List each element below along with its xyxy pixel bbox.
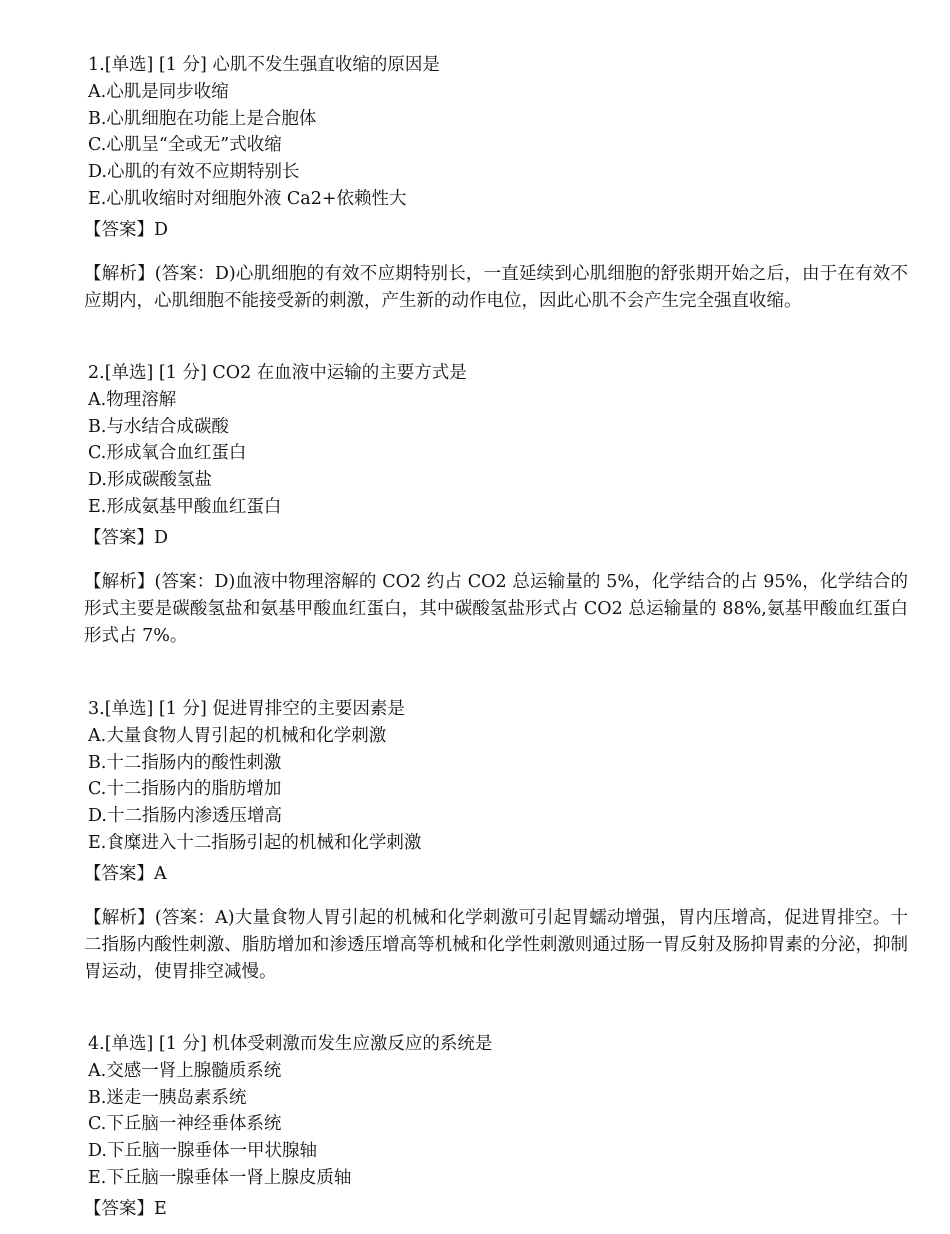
option-b: B.十二指肠内的酸性刺激	[88, 752, 282, 773]
answer-line: 【答案】A	[84, 863, 167, 884]
option-a: A.物理溶解	[88, 389, 177, 410]
analysis-paragraph: 【解析】(答案：D)心肌细胞的有效不应期特别长，一直延续到心肌细胞的舒张期开始之后，由于在有效不应期内，心肌细胞不能接受新的刺激，产生新的动作电位，因此心肌不会产生完全强直收缩。	[84, 263, 908, 311]
option-c: C.下丘脑一神经垂体系统	[88, 1114, 282, 1135]
option-a: A.心肌是同步收缩	[88, 81, 229, 102]
option-a: A.大量食物人胃引起的机械和化学刺激	[88, 725, 387, 746]
question-stem: 2.[单选] [1 分] CO2 在血液中运输的主要方式是	[88, 363, 467, 383]
question-stem: 1.[单选] [1 分] 心肌不发生强直收缩的原因是	[88, 55, 440, 75]
question-2	[84, 360, 908, 684]
option-b: B.迷走一胰岛素系统	[88, 1087, 247, 1108]
answer-line: 【答案】E	[84, 1198, 167, 1219]
option-e: E.形成氨基甲酸血红蛋白	[88, 496, 282, 517]
option-b: B.与水结合成碳酸	[88, 416, 229, 437]
question-document	[84, 52, 908, 1234]
option-a: A.交感一肾上腺髓质系统	[88, 1060, 282, 1081]
analysis-paragraph: 【解析】(答案：D)血液中物理溶解的 CO2 约占 CO2 总运输量的 5%，化学结合的占 95%，化学结合的形式主要是碳酸氢盐和氨基甲酸血红蛋白，其中碳酸氢盐形式占 CO2 总运输量的 88%,氨基甲酸血红蛋白形式占 7%。	[84, 571, 908, 646]
question-4	[84, 1031, 908, 1222]
option-b: B.心肌细胞在功能上是合胞体	[88, 108, 317, 129]
option-c: C.形成氧合血红蛋白	[88, 443, 247, 464]
option-e: E.下丘脑一腺垂体一肾上腺皮质轴	[88, 1167, 352, 1188]
option-c: C.心肌呈“全或无”式收缩	[88, 135, 282, 156]
analysis-paragraph: 【解析】(答案：A)大量食物人胃引起的机械和化学刺激可引起胃蠕动增强，胃内压增高，促进胃排空。十二指肠内酸性刺激、脂肪增加和渗透压增高等机械和化学性刺激则通过肠一胃反射及肠抑胃素的分泌，抑制胃运动，使胃排空减慢。	[84, 907, 908, 982]
question-stem: 4.[单选] [1 分] 机体受刺激而发生应激反应的系统是	[88, 1034, 493, 1054]
option-d: D.下丘脑一腺垂体一甲状腺轴	[88, 1141, 317, 1162]
question-stem: 3.[单选] [1 分] 促进胃排空的主要因素是	[88, 699, 405, 719]
question-3	[84, 696, 908, 1019]
answer-line: 【答案】D	[84, 219, 169, 240]
question-1	[84, 52, 908, 348]
option-c: C.十二指肠内的脂肪增加	[88, 779, 282, 800]
option-d: D.形成碳酸氢盐	[88, 470, 212, 491]
option-e: E.心肌收缩时对细胞外液 Ca2+依赖性大	[88, 188, 407, 209]
answer-line: 【答案】D	[84, 527, 169, 548]
option-d: D.心肌的有效不应期特别长	[88, 162, 300, 183]
option-d: D.十二指肠内渗透压增高	[88, 806, 282, 827]
option-e: E.食糜进入十二指肠引起的机械和化学刺激	[88, 832, 422, 853]
